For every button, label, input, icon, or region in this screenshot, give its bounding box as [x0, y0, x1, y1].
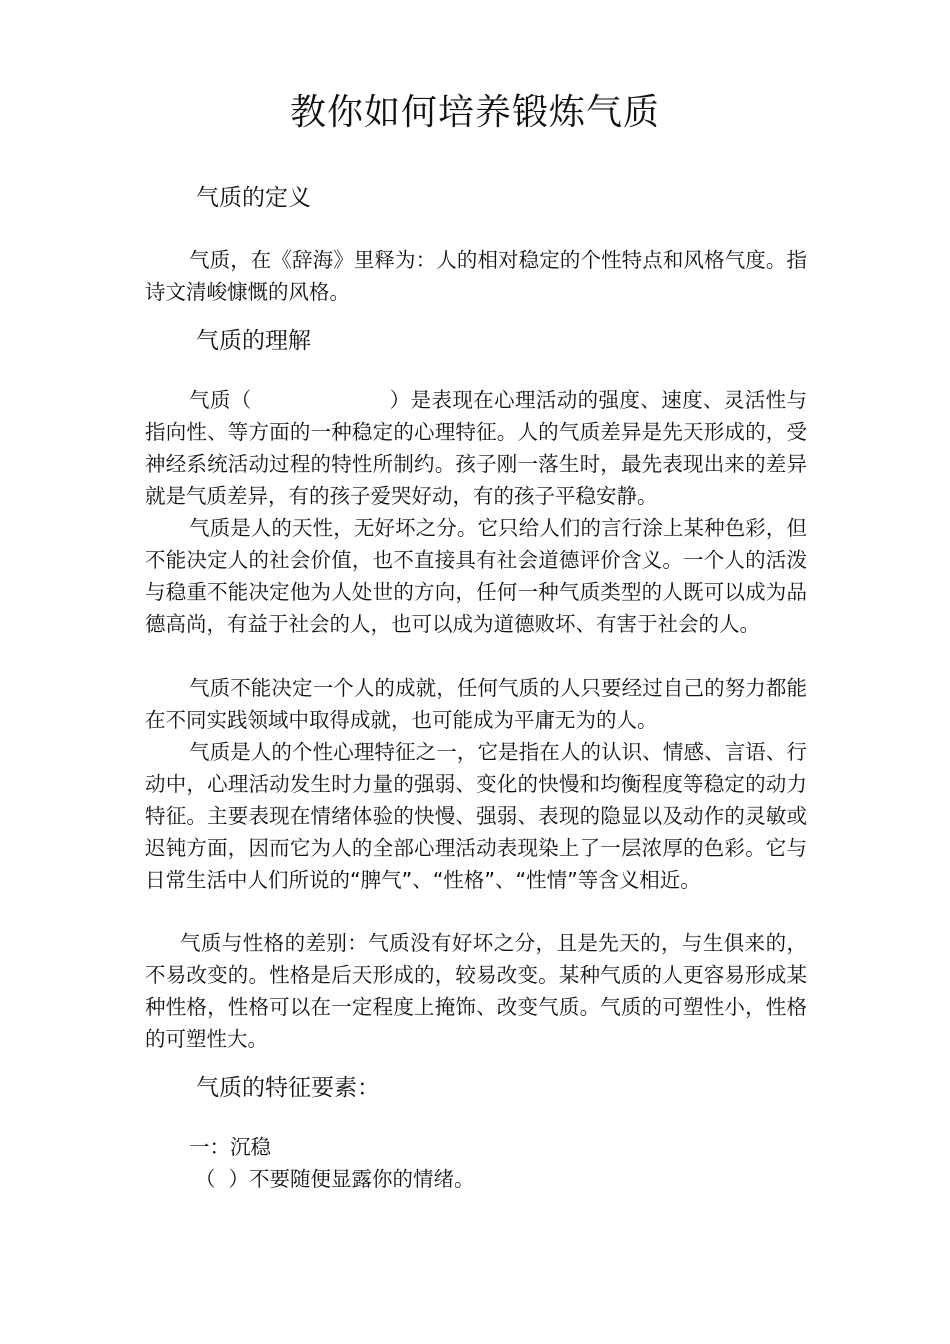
section-heading-understanding: 气质的理解: [196, 328, 311, 354]
understanding-paragraph-3: 气质不能决定一个人的成就，任何气质的人只要经过自己的努力都能在不同实践领域中取得成就，也可能成为平庸无为的人。: [145, 676, 807, 732]
section-heading-definition: 气质的定义: [196, 185, 311, 211]
definition-paragraph: 气质，在《辞海》里释为：人的相对稳定的个性特点和风格气度。指诗文清峻慷慨的风格。: [145, 248, 807, 304]
temperament-vs-character-paragraph: 气质与性格的差别：气质没有好坏之分，且是先天的，与生俱来的，不易改变的。性格是后天形成的，较易改变。某种气质的人更容易形成某种性格，性格可以在一定程度上掩饰、改变气质。气质的可塑性小，性格的可塑性大。: [145, 931, 807, 1051]
document-title: 教你如何培养锻炼气质: [289, 92, 660, 133]
section-heading-features: 气质的特征要素：: [196, 1075, 380, 1101]
understanding-paragraph-4: 气质是人的个性心理特征之一，它是指在人的认识、情感、言语、行动中，心理活动发生时力量的强弱、变化的快慢和均衡程度等稳定的动力特征。主要表现在情绪体验的快慢、强弱、表现的隐显以及动作的灵敏或迟钝方面，因而它为人的全部心理活动表现染上了一层浓厚的色彩。它与日常生活中人们所说的“脾气”、“性格”、“性情”等含义相近。: [145, 740, 807, 892]
feature-item-text: （ ）不要随便显露你的情绪。: [195, 1167, 475, 1191]
understanding-paragraph-1: 气质（ ）是表现在心理活动的强度、速度、灵活性与指向性、等方面的一种稳定的心理特征。人的气质差异是先天形成的，受神经系统活动过程的特性所制约。孩子刚一落生时，最先表现出来的差异就是气质差异，有的孩子爱哭好动，有的孩子平稳安静。: [145, 388, 807, 508]
feature-item-heading: 一：沉稳: [189, 1135, 271, 1159]
understanding-paragraph-2: 气质是人的天性，无好坏之分。它只给人们的言行涂上某种色彩，但不能决定人的社会价值，也不直接具有社会道德评价含义。一个人的活泼与稳重不能决定他为人处世的方向，任何一种气质类型的人既可以成为品德高尚，有益于社会的人，也可以成为道德败坏、有害于社会的人。: [145, 516, 807, 636]
